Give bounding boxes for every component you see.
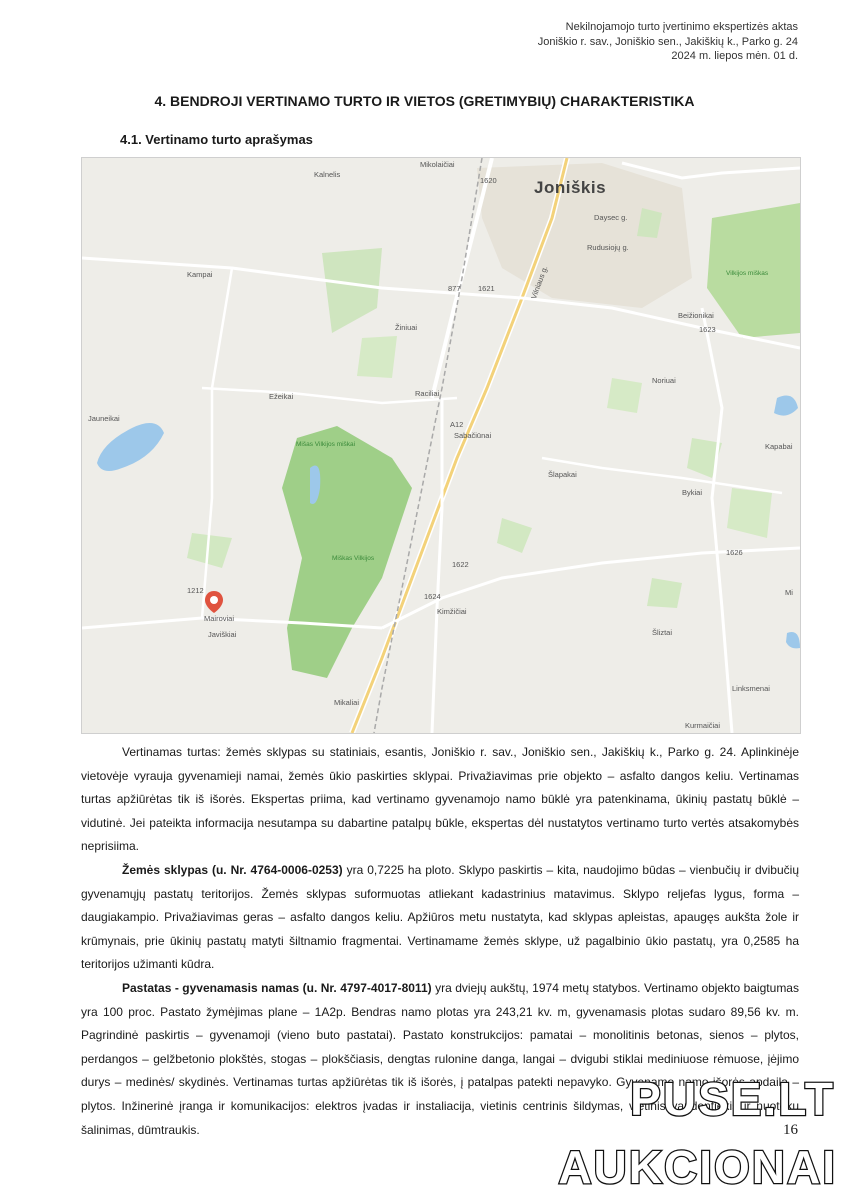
page-number: 16 (783, 1122, 798, 1138)
map-label-slapakai: Šlapakai (548, 470, 577, 479)
map-label-vilniaus: Vilniaus g. (529, 264, 550, 301)
section-title: 4. BENDROJI VERTINAMO TURTO IR VIETOS (GRETIMYBIŲ) CHARAKTERISTIKA (154, 93, 695, 109)
watermark-line-1: PUSE.LT (630, 1073, 835, 1125)
road-label-4: A12 (450, 420, 464, 429)
map-label-sliztai: Šliztai (652, 628, 673, 637)
paragraph-general (81, 741, 799, 859)
map-label-maironiai: Mairoviai (204, 614, 235, 623)
road-label-5: 1622 (452, 560, 469, 569)
building-text: yra dviejų aukštų, 1974 metų statybos. Vertinamo objekto baigtumas yra 100 proc. Pastato žymėjimas plane – 1A2p. Bendras namo plotas yra 243,21 kv. m, gyvenamasis plotas sudaro 89,56 kv. m. Pagrindinė paskirtis – gyvenamoji (vieno buto pastatai). Pastato konstrukcijos: pamatai – monolitinis betonas, sienos – plytos, perdangos – gelžbetonio plokštės, stogas – plokščiasis, dengtas rulonine danga, langai – dvigubi stiklai mediniuose rėmuose, įėjimo durys – medinės/ skydinės. Vertinamas turtas apžiūrėtas tik iš išorės, į patalpas patekti nepavyko. Gyvenamo namo išorės apdaila – plytos. Inžinerinė įranga ir komunikacijos: elektros įvadas ir instaliacija, vietinis centrinis šildymas, vietinis vandentiekis ir nuotekų šalinimas, dūmtraukis. (81, 980, 799, 1137)
map-label-bykiai: Bykiai (682, 488, 703, 497)
road-label-6: 1624 (424, 592, 441, 601)
map-label-kapabai: Kapabai (765, 442, 793, 451)
map-label-javiskiai: Javiškiai (208, 630, 237, 639)
location-map[interactable] (81, 157, 801, 734)
map-canvas (82, 158, 800, 733)
map-label-forest-2: Miškas Vilkijos (332, 555, 375, 562)
road-label-2: 877 (448, 284, 461, 293)
road-label-1: 1620 (480, 176, 497, 185)
map-label-kimziciai: Kimžičiai (437, 607, 467, 616)
land-plot-heading: Žemės sklypas (u. Nr. 4764-0006-0253) (122, 862, 343, 877)
paragraph-general-text: Vertinamas turtas: žemės sklypas su statiniais, esantis, Joniškio r. sav., Joniškio sen., Jakiškių k., Parko g. 24. Aplinkinėje vietovėje vyrauja gyvenamieji namai, žemės ūkio paskirties sklypai. Privažiavimas prie objekto – asfalto dangos keliu. Vertinamas turtas apžiūrėtas tik iš išorės. Ekspertas priima, kad vertinamo gyvenamojo namo būklė yra patenkinama, ūkinių pastatų būklė – vidutinė. Jei pateikta informacija nesutampa su dabartine patalpų būkle, ekspertas dėl nustatytos vertinamo turto vertės atsakomybės neprisiima. (81, 745, 799, 854)
land-plot-text: yra 0,7225 ha ploto. Sklypo paskirtis – kita, naudojimo būdas – vienbučių ir dvibučių gyvenamųjų pastatų teritorijos. Žemės sklypas suformuotas atliekant kadastrinius matavimus. Sklypo reljefas lygus, forma – daugiakampio. Privažiavimas geras – asfalto dangos keliu. Apžiūros metu nustatyta, kad sklypas apleistas, apaugęs aukšta žole ir krūmynais, prie ūkinių pastatų matyti šiltnamio fragmentai. Vertinamame žemės sklype, už pagalbinio ūkio pastatų, yra 0,2585 ha teritorijos užimanti kūdra. (81, 862, 799, 972)
map-label-raciliai: Raciliai (415, 389, 440, 398)
paragraph-land-plot (81, 859, 799, 977)
map-label-mikolaiciai: Mikolaičiai (420, 160, 455, 169)
subsection-title: 4.1. Vertinamo turto aprašymas (120, 132, 313, 147)
map-label-kurmaiciai: Kurmaičiai (685, 721, 721, 730)
map-label-beizioniai: Beižionikai (678, 311, 714, 320)
map-label-ziniuai: Žiniuai (395, 323, 418, 332)
map-label-linksmenai: Linksmenai (732, 684, 770, 693)
map-label-daysec: Daysec g. (594, 213, 628, 222)
document-header (538, 20, 798, 64)
header-line-1: Nekilnojamojo turto įvertinimo ekspertizės aktas (565, 21, 798, 33)
watermark-line-2: AUKCIONAI (558, 1141, 837, 1193)
road-label-9: 1623 (699, 325, 716, 334)
header-line-3: 2024 m. liepos mėn. 01 d. (671, 50, 798, 62)
map-label-mi: Mi (785, 588, 793, 597)
header-line-2: Joniškio r. sav., Joniškio sen., Jakiškių k., Parko g. 24 (537, 35, 798, 48)
map-label-sabaciunai: Sabačiūnai (454, 431, 492, 440)
map-label-noriuai: Noriuai (652, 376, 676, 385)
road-label-3: 1621 (478, 284, 495, 293)
map-label-kampai: Kampai (187, 270, 213, 279)
map-label-mikaliai: Mikaliai (334, 698, 360, 707)
map-label-ezeikai: Ežeikai (269, 392, 294, 401)
map-label-kalneliai: Kalnelis (314, 170, 341, 179)
map-label-park: Vilkijos miškas (726, 270, 769, 277)
building-heading: Pastatas - gyvenamasis namas (u. Nr. 4797-4017-8011) (122, 980, 432, 995)
road-label-7: 1212 (187, 586, 204, 595)
map-label-jauneikai: Jauneikai (88, 414, 120, 423)
map-label-forest-1: Mišas Vilkijos miškai (296, 441, 356, 448)
road-label-8: 1626 (726, 548, 743, 557)
map-label-rudusioji: Rudusiojų g. (587, 243, 629, 252)
map-label-city: Joniškis (534, 178, 607, 197)
